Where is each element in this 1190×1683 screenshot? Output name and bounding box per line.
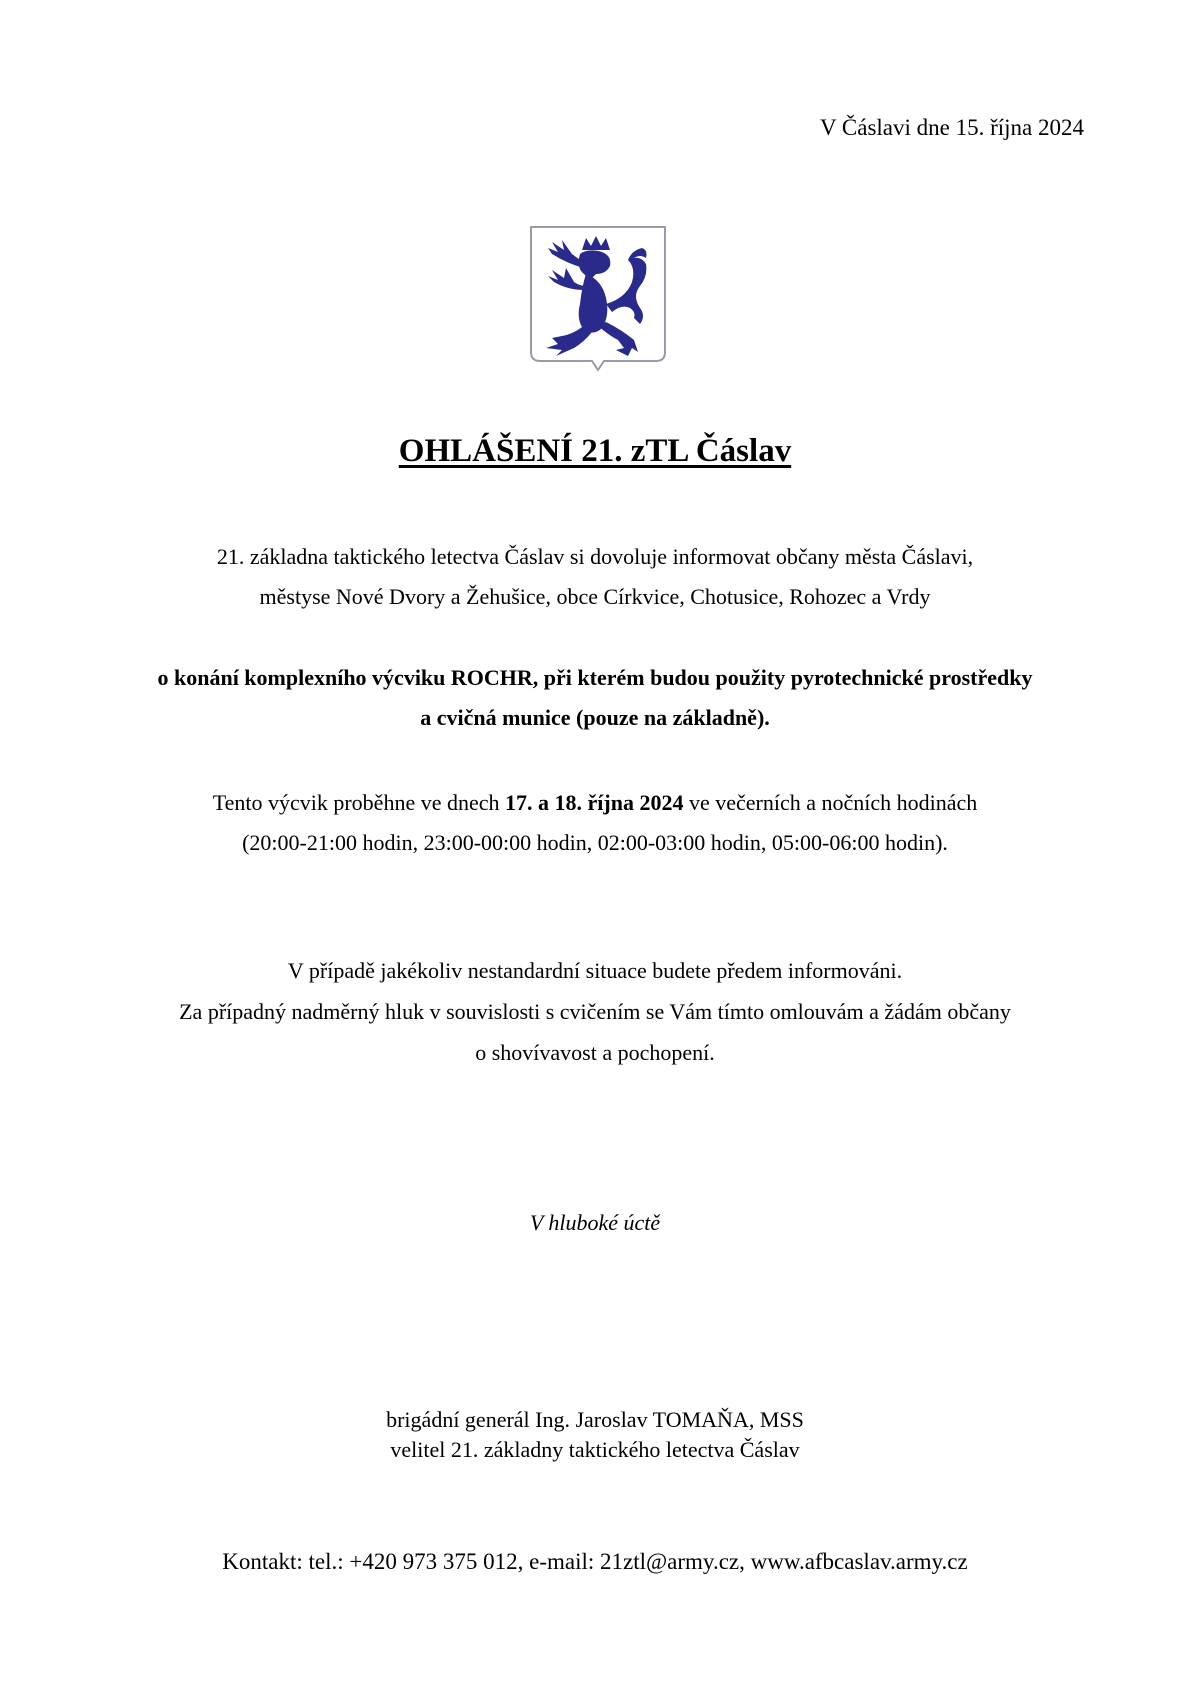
announcement-line-2: a cvičná munice (pouze na základně). [420, 705, 770, 730]
announcement-line-1: o konání komplexního výcviku ROCHR, při kterém budou použity pyrotechnické prostředky [157, 665, 1033, 690]
intro-line-2: městyse Nové Dvory a Žehušice, obce Církvice, Chotusice, Rohozec a Vrdy [259, 584, 931, 609]
schedule-line-1 [0, 783, 1190, 823]
signature-block [0, 1405, 1190, 1465]
closing-salutation: V hluboké úctě [529, 1210, 661, 1235]
announcement-title: OHLÁŠENÍ 21. zTL Čáslav [398, 433, 792, 469]
schedule-times: (20:00-21:00 hodin, 23:00-00:00 hodin, 02:00-03:00 hodin, 05:00-06:00 hodin). [242, 830, 948, 855]
schedule-prefix: Tento výcvik proběhne ve dnech [212, 790, 500, 815]
schedule-dates: 17. a 18. října 2024 [505, 790, 684, 815]
date-line: V Čáslavi dne 15. října 2024 [819, 115, 1084, 140]
schedule-paragraph [0, 783, 1190, 863]
schedule-suffix: ve večerních a nočních hodinách [688, 790, 978, 815]
signature-role: velitel 21. základny taktického letectva Čáslav [390, 1437, 800, 1462]
info-line-1: V případě jakékoliv nestandardní situace budete předem informováni. [287, 958, 903, 983]
info-line-2: Za případný nadměrný hluk v souvislosti s cvičením se Vám tímto omlouvám a žádám občany [179, 999, 1011, 1024]
info-paragraph [0, 950, 1190, 1073]
lion-rampant-coat-of-arms-icon [528, 224, 668, 372]
announcement-paragraph [0, 658, 1190, 738]
intro-line-1: 21. základna taktického letectva Čáslav si dovoluje informovat občany města Čáslavi, [216, 544, 974, 569]
intro-paragraph [0, 537, 1190, 617]
contact-line: Kontakt: tel.: +420 973 375 012, e-mail: 21ztl@army.cz, www.afbcaslav.army.cz [222, 1549, 968, 1574]
signature-name: brigádní generál Ing. Jaroslav TOMAŇA, MSS [386, 1407, 804, 1432]
info-line-3: o shovívavost a pochopení. [475, 1040, 715, 1065]
